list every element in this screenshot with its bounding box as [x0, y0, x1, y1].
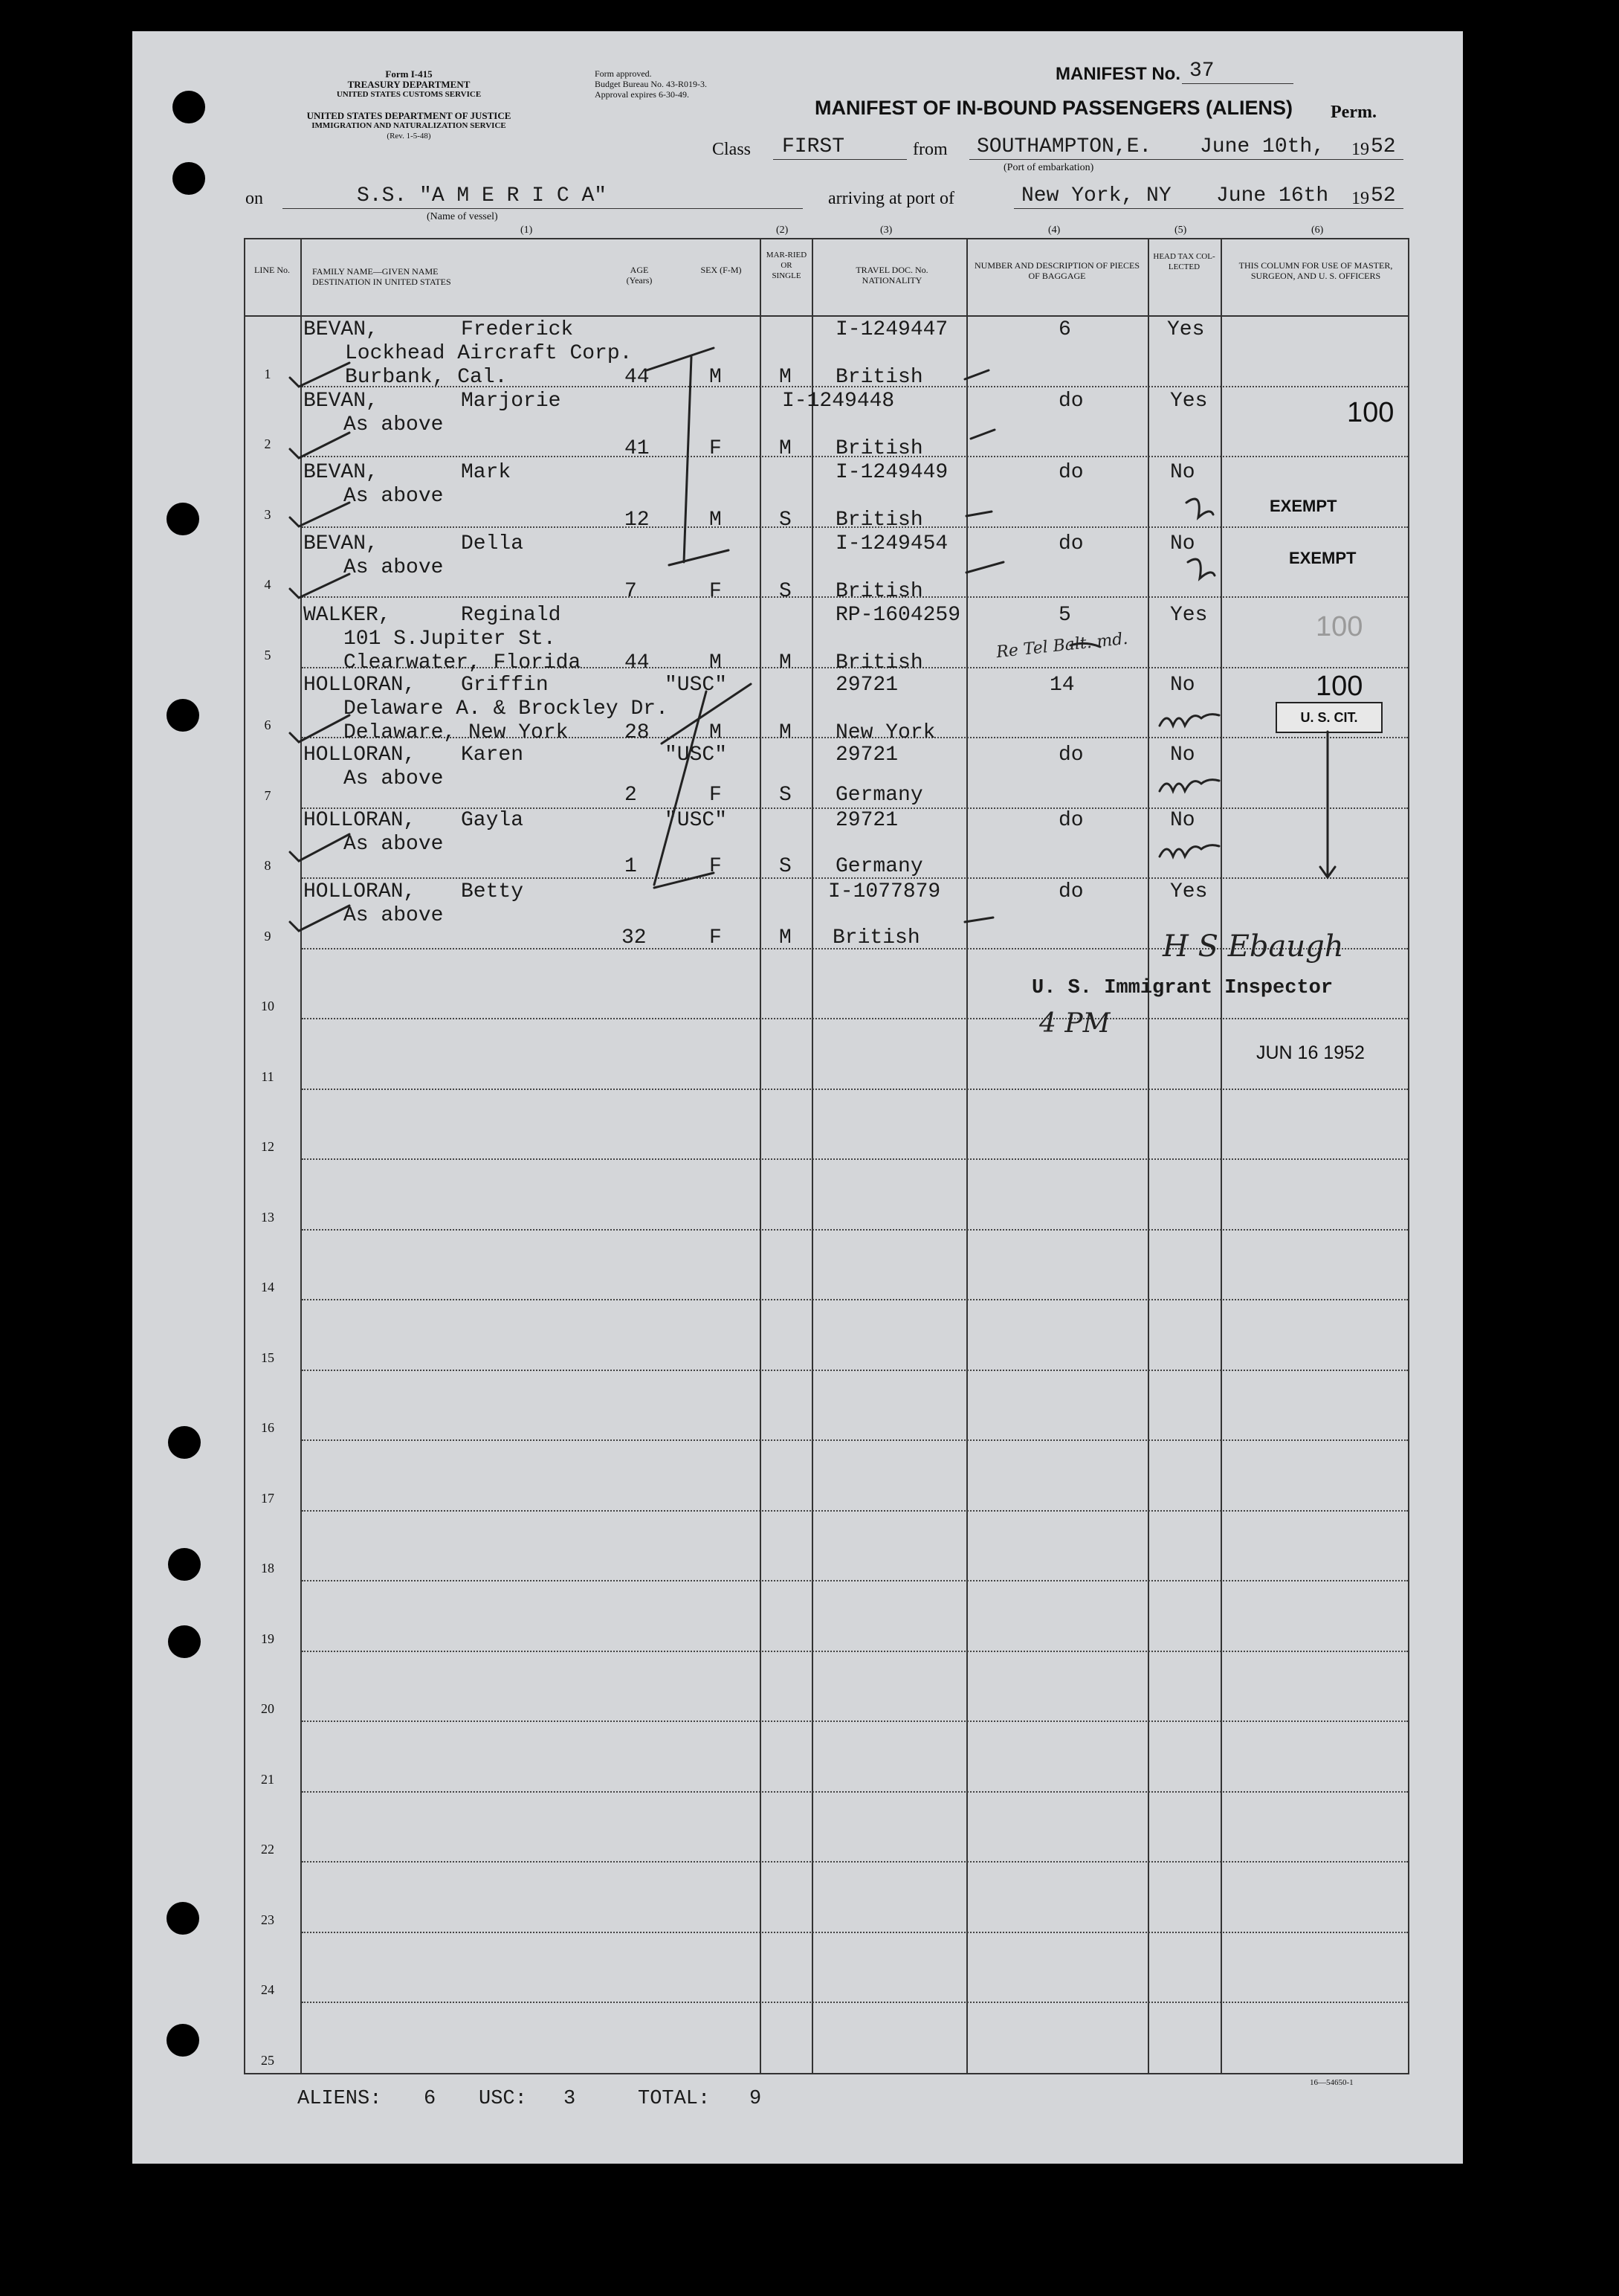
arrival-port: New York, NY: [1021, 184, 1172, 207]
from-date: June 10th,: [1200, 135, 1325, 158]
given-name: Karen: [461, 744, 524, 767]
head-tax: No: [1170, 461, 1195, 484]
nationality: Germany: [836, 784, 923, 807]
line-number: 7: [264, 788, 271, 803]
destination: As above: [343, 833, 444, 856]
head-tax: No: [1170, 744, 1195, 767]
age: 44: [624, 366, 650, 389]
line-number: 10: [261, 999, 274, 1013]
age: 41: [624, 437, 650, 460]
destination: As above: [343, 413, 444, 436]
vessel-name: S.S. "A M E R I C A": [357, 184, 607, 207]
year-suffix-1: 52: [1371, 135, 1396, 158]
marital-status: M: [779, 366, 792, 389]
line-number: 6: [264, 718, 271, 732]
family-name: BEVAN,: [303, 461, 378, 484]
head-tax: No: [1170, 532, 1195, 555]
head-tax: Yes: [1170, 604, 1208, 627]
baggage: do: [1059, 744, 1084, 767]
usc-marker: "USC": [665, 809, 728, 832]
col-name: FAMILY NAME—GIVEN NAME DESTINATION IN UNITED STATES: [312, 266, 451, 287]
colnum-4: (4): [1048, 225, 1061, 236]
year-suffix-2: 52: [1371, 184, 1396, 207]
family-name: HOLLORAN,: [303, 809, 416, 832]
vessel-caption: (Name of vessel): [427, 211, 498, 222]
destination: Clearwater, Florida: [343, 651, 581, 674]
nationality: British: [836, 366, 923, 389]
line-number: 21: [261, 1772, 274, 1787]
age: 32: [621, 926, 647, 949]
usc-label: USC:: [479, 2088, 527, 2110]
destination: As above: [343, 485, 444, 508]
head-tax: Yes: [1167, 318, 1205, 341]
given-name: Reginald: [461, 604, 561, 627]
given-name: Marjorie: [461, 390, 561, 413]
sex: F: [709, 855, 722, 878]
aliens-count: 6: [424, 2088, 436, 2110]
colnum-5: (5): [1174, 225, 1187, 236]
head-tax: No: [1170, 809, 1195, 832]
destination: 101 S.Jupiter St.: [343, 628, 556, 651]
time-note: 4 PM: [1039, 1008, 1111, 1039]
line-number: 19: [261, 1631, 274, 1646]
age: 2: [624, 784, 637, 807]
revision: (Rev. 1-5-48): [387, 132, 431, 141]
sex: F: [709, 784, 722, 807]
nationality: British: [836, 651, 923, 674]
check-mark-icon: [290, 906, 349, 931]
family-name: WALKER,: [303, 604, 391, 627]
from-port: SOUTHAMPTON,E.: [977, 135, 1152, 158]
col-head-tax: HEAD TAX COL-LECTED: [1153, 252, 1215, 271]
colnum-2: (2): [776, 225, 789, 236]
line-number: 1: [264, 367, 271, 381]
date-stamp: JUN 16 1952: [1256, 1042, 1365, 1063]
nationality: New York: [836, 721, 936, 744]
baggage: do: [1059, 532, 1084, 555]
line-number: 12: [261, 1139, 274, 1154]
head-tax: Yes: [1170, 880, 1208, 903]
sex: M: [709, 651, 722, 674]
age: 28: [624, 721, 650, 744]
col-baggage: NUMBER AND DESCRIPTION OF PIECES OF BAGGAGE: [974, 260, 1140, 281]
age: 7: [624, 580, 637, 603]
head-tax: No: [1170, 674, 1195, 697]
exempt-stamp: EXEMPT: [1289, 549, 1357, 567]
sex: F: [709, 926, 722, 949]
from-label: from: [913, 140, 948, 159]
manifest-no: 37: [1189, 59, 1215, 83]
check-mark-icon: [290, 503, 349, 526]
approval-line-2: Budget Bureau No. 43-R019-3.: [595, 79, 707, 89]
given-name: Mark: [461, 461, 511, 484]
marital-status: S: [779, 855, 792, 878]
ins-service: IMMIGRATION AND NATURALIZATION SERVICE: [311, 121, 506, 130]
family-name: HOLLORAN,: [303, 744, 416, 767]
marital-status: M: [779, 437, 792, 460]
travel-doc: I-1249447: [836, 318, 949, 341]
form-number: Form I-415: [385, 68, 433, 80]
given-name: Griffin: [461, 674, 549, 697]
line-number: 11: [261, 1069, 274, 1084]
manifest-no-label: MANIFEST No.: [1056, 64, 1180, 84]
marital-status: S: [779, 784, 792, 807]
line-number: 9: [264, 929, 271, 944]
baggage: 14: [1050, 674, 1075, 697]
travel-doc: I-1249454: [836, 532, 949, 555]
line-number: 22: [261, 1842, 274, 1857]
line-number: 17: [261, 1491, 274, 1506]
line-number: 25: [261, 2053, 274, 2068]
treasury-dept: TREASURY DEPARTMENT: [347, 79, 471, 90]
arriving-label: arriving at port of: [828, 189, 954, 208]
arrival-date: June 16th: [1216, 184, 1329, 207]
aliens-label: ALIENS:: [297, 2088, 382, 2110]
class-label: Class: [712, 140, 752, 159]
travel-doc: RP-1604259: [836, 604, 961, 627]
usc-count: 3: [563, 2088, 576, 2110]
col-line: LINE No.: [254, 265, 290, 275]
print-code: 16—54650-1: [1310, 2078, 1354, 2087]
travel-doc: I-1249449: [836, 461, 949, 484]
class-value: FIRST: [782, 135, 845, 158]
baggage: do: [1059, 390, 1084, 413]
sex: F: [709, 580, 722, 603]
travel-doc: 29721: [836, 809, 899, 832]
age: 12: [624, 509, 650, 532]
colnum-1: (1): [520, 225, 533, 236]
check-mark-icon: [290, 433, 349, 458]
usc-marker: "USC": [665, 674, 728, 697]
sex: F: [709, 437, 722, 460]
col-sex: SEX (F-M): [700, 265, 742, 275]
sex: M: [709, 509, 722, 532]
given-name: Frederick: [461, 318, 574, 341]
family-name: HOLLORAN,: [303, 674, 416, 697]
total-label: TOTAL:: [638, 2088, 711, 2110]
marital-status: M: [779, 651, 792, 674]
inspector-signature: H S Ebaugh: [1163, 929, 1344, 964]
travel-doc: 29721: [836, 674, 899, 697]
marital-status: S: [779, 580, 792, 603]
age: 44: [624, 651, 650, 674]
baggage: 6: [1059, 318, 1071, 341]
line-number: 3: [264, 507, 271, 522]
given-name: Della: [461, 532, 524, 555]
line-number: 14: [261, 1280, 274, 1294]
travel-doc: 29721: [836, 744, 899, 767]
line-number: 8: [264, 858, 271, 873]
line-number: 16: [261, 1420, 274, 1435]
destination: Burbank, Cal.: [345, 366, 508, 389]
perm-label: Perm.: [1331, 103, 1377, 122]
given-name: Betty: [461, 880, 524, 903]
baggage: 5: [1059, 604, 1071, 627]
line-number: 2: [264, 436, 271, 451]
line-number: 24: [261, 1982, 274, 1997]
line-number: 23: [261, 1912, 274, 1927]
family-name: BEVAN,: [303, 532, 378, 555]
inspector-title: U. S. Immigrant Inspector: [1032, 977, 1334, 999]
col-officers: THIS COLUMN FOR USE OF MASTER, SURGEON, AND U. S. OFFICERS: [1238, 260, 1393, 281]
approval-line-3: Approval expires 6-30-49.: [595, 89, 689, 100]
officer-note: 100: [1347, 397, 1395, 428]
exempt-stamp: EXEMPT: [1270, 497, 1337, 515]
baggage: do: [1059, 880, 1084, 903]
approval-line-1: Form approved.: [595, 68, 652, 79]
line-number: 5: [264, 648, 271, 662]
travel-doc: I-1249448: [782, 390, 895, 413]
given-name: Gayla: [461, 809, 524, 832]
line-number: 13: [261, 1210, 274, 1225]
family-name: BEVAN,: [303, 390, 378, 413]
destination: As above: [343, 904, 444, 927]
col-age: AGE (Years): [626, 265, 653, 286]
sex: M: [709, 366, 722, 389]
customs-service: UNITED STATES CUSTOMS SERVICE: [336, 90, 482, 99]
justice-dept: UNITED STATES DEPARTMENT OF JUSTICE: [306, 110, 511, 121]
nationality: British: [836, 580, 923, 603]
destination: Delaware, New York: [343, 721, 569, 744]
nationality: British: [836, 437, 923, 460]
total-count: 9: [749, 2088, 762, 2110]
destination: Lockhead Aircraft Corp.: [345, 342, 633, 365]
marital-status: M: [779, 721, 792, 744]
marital-status: M: [779, 926, 792, 949]
us-cit-stamp-label: U. S. CIT.: [1300, 710, 1358, 725]
baggage: do: [1059, 809, 1084, 832]
colnum-6: (6): [1311, 225, 1324, 236]
marital-status: S: [779, 509, 792, 532]
colnum-3: (3): [880, 225, 893, 236]
port-caption: (Port of embarkation): [1004, 162, 1094, 173]
officer-note: 100: [1316, 671, 1363, 702]
check-mark-icon: [290, 574, 349, 598]
destination: Delaware A. & Brockley Dr.: [343, 697, 668, 720]
check-mark-icon: [290, 834, 349, 861]
officer-note: 100: [1316, 611, 1363, 642]
year-prefix-2: 19: [1351, 189, 1369, 208]
col-married: MAR-RIED OR SINGLE: [766, 251, 807, 280]
year-prefix-1: 19: [1351, 140, 1369, 159]
head-tax: Yes: [1170, 390, 1208, 413]
family-name: BEVAN,: [303, 318, 378, 341]
destination: As above: [343, 767, 444, 790]
travel-doc: I-1077879: [828, 880, 941, 903]
line-number: 4: [264, 577, 271, 592]
usc-marker: "USC": [665, 744, 728, 767]
handwritten-note: Re Tel Balt. md.: [995, 629, 1129, 662]
nationality: Germany: [836, 855, 923, 878]
check-mark-icon: [290, 363, 349, 387]
line-number: 18: [261, 1561, 274, 1576]
check-mark-icon: [290, 715, 349, 742]
col-travel-doc: TRAVEL DOC. No. NATIONALITY: [856, 265, 928, 286]
nationality: British: [836, 509, 923, 532]
family-name: HOLLORAN,: [303, 880, 416, 903]
manifest-title: MANIFEST OF IN-BOUND PASSENGERS (ALIENS): [815, 97, 1293, 119]
nationality: British: [833, 926, 920, 949]
line-number: 20: [261, 1701, 274, 1716]
baggage: do: [1059, 461, 1084, 484]
on-label: on: [245, 189, 263, 208]
sex: M: [709, 721, 722, 744]
destination: As above: [343, 556, 444, 579]
age: 1: [624, 855, 637, 878]
line-number: 15: [261, 1350, 274, 1365]
